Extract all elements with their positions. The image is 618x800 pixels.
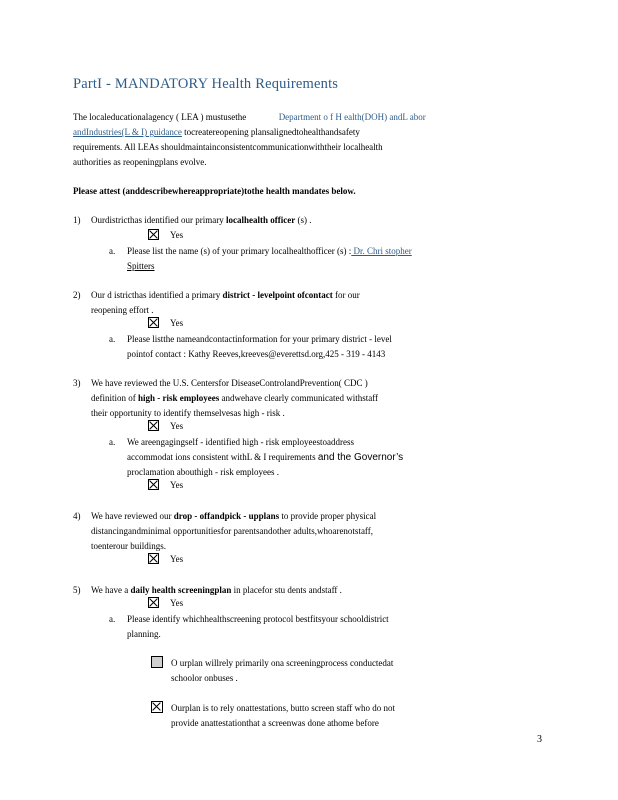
q5-line-1-b: in placefor stu dents andstaff .	[231, 585, 342, 595]
q4-line-3: toenterour buildings.	[91, 541, 166, 551]
q4-line-2: distancingandminimal opportunitiesfor parentsandother adults,whoarenotstaff,	[91, 526, 374, 536]
intro-line-1	[73, 110, 426, 125]
q2a-line-2: pointof contact : Kathy Reeves,kreeves@everettsd.org,425 - 319 - 4143	[127, 349, 386, 359]
q2-number: 2)	[73, 290, 81, 300]
q2-yes-checkbox[interactable]	[148, 317, 159, 328]
q3a-line-2	[127, 450, 403, 465]
q5-option-1-line-2: schoolor onbuses .	[171, 673, 238, 683]
q3-line-2-a: definition of	[91, 393, 138, 403]
q5-number: 5)	[73, 585, 81, 595]
page-title: PartI - MANDATORY Health Requirements	[73, 76, 339, 92]
q3a-line-2-b: and the Governor’s	[317, 452, 404, 463]
q1-number: 1)	[73, 215, 81, 225]
q1-text-a: Ourdistricthas identified our primary	[91, 215, 226, 225]
q4-number: 4)	[73, 511, 81, 521]
q1-text-b: (s) .	[295, 215, 312, 225]
q5a-letter: a.	[109, 614, 116, 624]
q5a-line-1: Please identify whichhealthscreening protocol bestfitsyour schooldistrict	[127, 614, 389, 624]
q3-line-3: their opportunity to identify themselvesas high - risk .	[91, 408, 285, 418]
q4-yes-checkbox[interactable]	[148, 553, 159, 564]
q1a-question: Please list the name (s) of your primary localhealthofficer (s) :	[127, 246, 352, 256]
q1a-text	[127, 244, 412, 259]
q4-line-1	[91, 509, 376, 524]
q5-line-1-bold: daily health screeningplan	[130, 585, 232, 595]
lni-guidance-link[interactable]: andIndustries(L & I) guidance	[73, 127, 182, 137]
q5-yes-label: Yes	[170, 598, 184, 608]
q3-line-2-b: andwehave clearly communicated withstaff	[219, 393, 379, 403]
q3a-line-1: We areengagingself - identified high - risk employeestoaddress	[127, 437, 354, 447]
q3-line-1: We have reviewed the U.S. Centersfor DiseaseControlandPrevention( CDC )	[91, 378, 368, 388]
q1a-answer[interactable]: Dr. Chri stopher	[351, 246, 412, 256]
q3-line-2	[91, 391, 378, 406]
q5-line-1-a: We have a	[91, 585, 131, 595]
q2-text-b: for our	[332, 290, 360, 300]
attest-instruction: Please attest (anddescribewhereappropriate)tothe health mandates below.	[73, 186, 356, 196]
intro-line-2	[73, 125, 360, 140]
q4-line-1-bold: drop - offandpick - upplans	[173, 511, 280, 521]
q5-option-2-line-1: Ourplan is to rely onattestations, butto screen staff who do not	[171, 703, 396, 713]
q2-text-bold: district - levelpoint ofcontact	[222, 290, 333, 300]
q4-line-1-a: We have reviewed our	[91, 511, 174, 521]
q3-number: 3)	[73, 378, 81, 388]
page-number: 3	[537, 734, 542, 745]
q3-yes-checkbox[interactable]	[148, 420, 159, 431]
intro-line-4: authorities as reopeningplans evolve.	[73, 157, 207, 167]
q5-option-school-screening-checkbox[interactable]	[151, 656, 163, 668]
q2a-line-1: Please listthe nameandcontactinformation for your primary district - level	[127, 334, 392, 344]
q1-yes-label: Yes	[170, 230, 184, 240]
q3a-yes-checkbox[interactable]	[148, 479, 159, 490]
q3a-letter: a.	[109, 437, 116, 447]
intro-line-3: requirements. All LEAs shouldmaintainconsistentcommunicationwiththeir localhealth	[73, 142, 383, 152]
q4-line-1-b: to provide proper physical	[279, 511, 377, 521]
q3a-yes-label: Yes	[170, 480, 184, 490]
intro-text: tocreatereopening plansalignedtohealthandsafety	[184, 127, 360, 137]
q5a-line-2: planning.	[127, 629, 161, 639]
q5-option-2-line-2: provide anattestationthat a screenwas done athome before	[171, 718, 379, 728]
intro-text: The localeducationalagency ( LEA ) mustusethe	[73, 112, 247, 122]
q3a-line-2-a: accommodat ions consistent withL & I requirements	[127, 452, 318, 462]
q2-text	[91, 288, 360, 303]
q1-text	[91, 213, 311, 228]
q2-text-a: Our d istricthas identified a primary	[91, 290, 223, 300]
q2-yes-label: Yes	[170, 318, 184, 328]
q5-option-1-line-1: O urplan willrely primarily ona screeningprocess conductedat	[171, 658, 394, 668]
q1-text-bold: localhealth officer	[225, 215, 296, 225]
q1a-answer-cont: Spitters	[127, 261, 155, 271]
q5-line-1	[91, 583, 342, 598]
q2-text-line-2: reopening effort .	[91, 305, 154, 315]
q1a-answer-line-2	[127, 259, 155, 274]
q1a-letter: a.	[109, 246, 116, 256]
q5-option-attestation-checkbox[interactable]	[151, 701, 163, 713]
q1-yes-checkbox[interactable]	[148, 229, 159, 240]
q3-yes-label: Yes	[170, 421, 184, 431]
q5-yes-checkbox[interactable]	[148, 597, 159, 608]
q2a-letter: a.	[109, 334, 116, 344]
q3a-line-3: proclamation abouthigh - risk employees .	[127, 467, 279, 477]
doh-link[interactable]: Department o f H ealth(DOH) andL abor	[278, 112, 426, 122]
q4-yes-label: Yes	[170, 554, 184, 564]
q3-line-2-bold: high - risk employees	[138, 393, 220, 403]
